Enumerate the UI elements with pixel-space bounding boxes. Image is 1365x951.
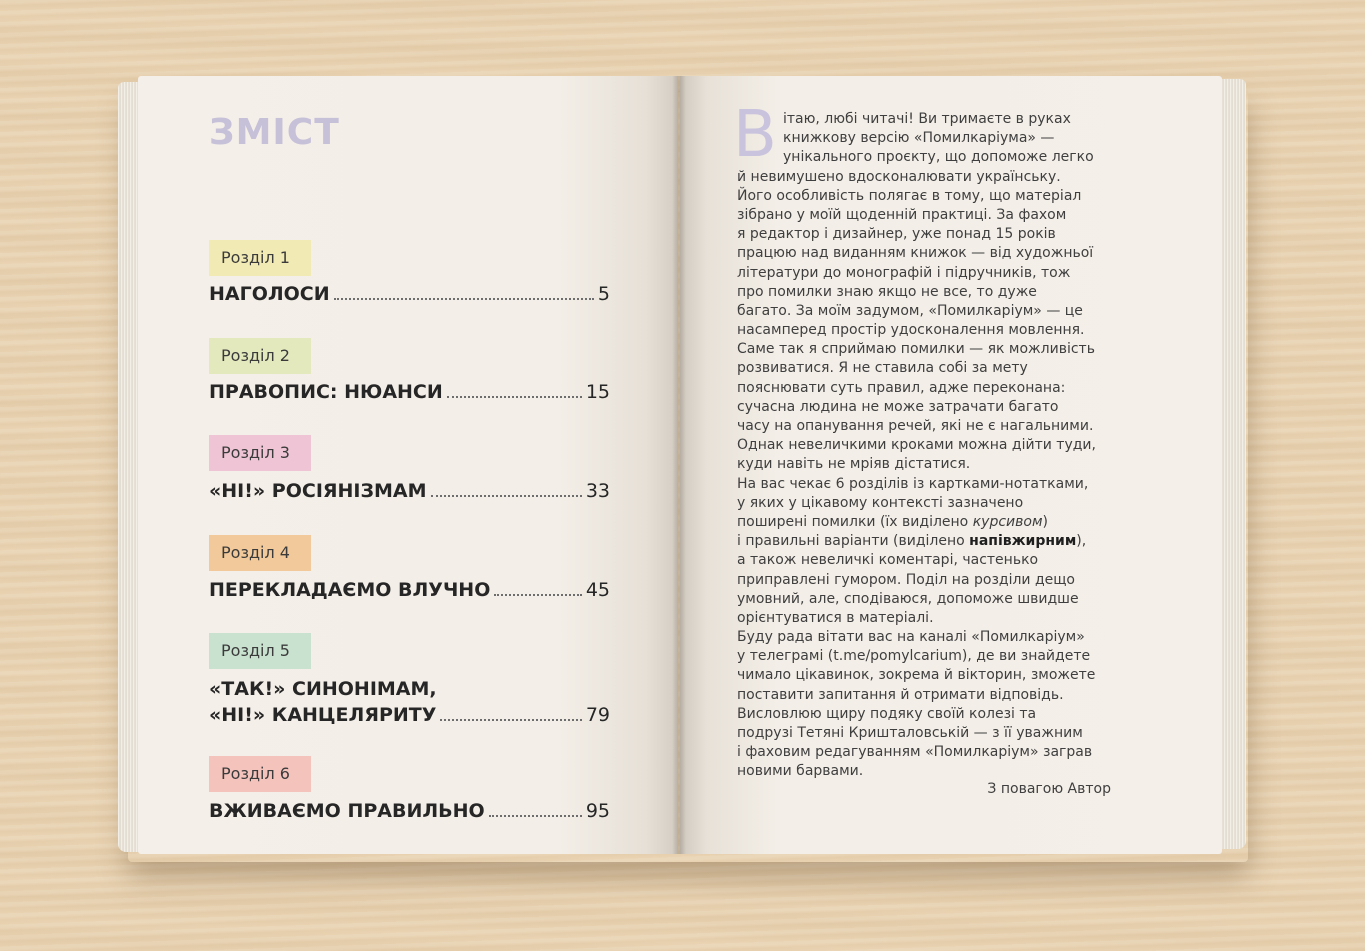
intro-line: чимало цікавинок, зокрема й вікторин, зможете: [737, 667, 1096, 684]
intro-line: ітаю, любі читачі! Ви тримаєте в руках: [783, 111, 1071, 127]
dot-leader: [431, 494, 582, 497]
signature: З повагою Автор: [987, 781, 1111, 797]
toc-entry-title: ПЕРЕКЛАДАЄМО ВЛУЧНО: [209, 579, 491, 601]
intro-line: новими барвами.: [737, 763, 864, 780]
intro-line: насамперед простір удосконалення мовлення.: [737, 322, 1085, 339]
toc-entry-3: [209, 480, 610, 502]
toc-entry-6: [209, 800, 610, 822]
intro-line: і фаховим редагуванням «Помилкаріум» заграв: [737, 744, 1093, 761]
intro-line: часу на опанування речей, які не є нагальними.: [737, 418, 1094, 434]
intro-line: сучасна людина не може затрачати багато: [737, 398, 1059, 415]
intro-line: й невимушено вдосконалювати українську.: [737, 168, 1061, 185]
intro-line: я редактор і дизайнер, уже понад 15 років: [737, 226, 1056, 243]
intro-line: розвиватися. Я не ставила собі за мету: [737, 360, 1028, 377]
book-gutter: [672, 76, 686, 854]
intro-line: про помилки знаю якщо не все, то дуже: [737, 283, 1037, 300]
intro-line: приправлені гумором. Поділ на розділи дещо: [737, 571, 1075, 588]
toc-entry-page: 5: [597, 283, 610, 305]
toc-entry-1: [209, 283, 610, 305]
intro-line-bold: і правильні варіанти (виділено напівжирним),: [737, 533, 1087, 550]
toc-entry-page: 33: [585, 480, 610, 502]
section-6-label: Розділ 6: [209, 756, 311, 792]
intro-line: у телеграмі (t.me/pomylcarium), де ви знайдете: [737, 648, 1091, 665]
dot-leader: [489, 814, 582, 817]
intro-line-italic: поширені помилки (їх виділено курсивом): [737, 513, 1048, 530]
toc-title: ЗМІСТ: [209, 112, 340, 153]
dot-leader: [440, 718, 581, 721]
section-3-label: Розділ 3: [209, 435, 311, 471]
intro-line: у яких у цікавому контексті зазначено: [737, 494, 1024, 511]
section-5-label: Розділ 5: [209, 633, 311, 669]
intro-line: пояснювати суть правил, адже переконана:: [737, 379, 1066, 396]
intro-line: куди навіть не мріяв дістатися.: [737, 456, 971, 473]
toc-entry-title-line1: «ТАК!» СИНОНІМАМ,: [209, 678, 437, 700]
intro-line: книжкову версію «Помилкаріума» —: [783, 130, 1055, 147]
intro-line: орієнтуватися в матеріалі.: [737, 609, 934, 626]
section-1-label: Розділ 1: [209, 240, 311, 276]
toc-entry-title: ВЖИВАЄМО ПРАВИЛЬНО: [209, 800, 485, 822]
toc-entry-title-line2: «НІ!» КАНЦЕЛЯРИТУ: [209, 704, 437, 726]
intro-line: працюю над виданням книжок — від художньої: [737, 245, 1094, 262]
toc-entry-title: ПРАВОПИС: НЮАНСИ: [209, 381, 443, 403]
toc-entry-page: 45: [585, 579, 610, 601]
intro-line: унікального проєкту, що допоможе легко: [783, 149, 1094, 166]
toc-entry-title: НАГОЛОСИ: [209, 283, 330, 305]
dot-leader: [494, 593, 581, 596]
toc-entry-4: [209, 579, 610, 601]
intro-line: літератури до монографій і підручників, тож: [737, 264, 1071, 281]
section-4-label: Розділ 4: [209, 535, 311, 571]
intro-line: багато. За моїм задумом, «Помилкаріум» — це: [737, 302, 1083, 319]
intro-line: а також невеличкі коментарі, частенько: [737, 552, 1039, 569]
drop-cap: В: [733, 98, 777, 172]
intro-line: зібрано у моїй щоденній практиці. За фахом: [737, 206, 1067, 223]
toc-entry-row: [209, 704, 610, 726]
toc-entry-page: 95: [585, 800, 610, 822]
dot-leader: [447, 395, 582, 398]
toc-entry-page: 79: [585, 704, 610, 726]
intro-line: Саме так я сприймаю помилки — як можливість: [737, 341, 1095, 358]
dot-leader: [334, 297, 594, 300]
intro-line: поставити запитання й отримати відповідь.: [737, 686, 1064, 703]
intro-line: Висловлюю щиру подяку своїй колезі та: [737, 705, 1037, 722]
toc-entry-2: [209, 381, 610, 403]
toc-entry-5: [209, 678, 610, 726]
intro-line: Буду рада вітати вас на каналі «Помилкаріум»: [737, 629, 1085, 646]
intro-line: подрузі Тетяні Кришталовській — з її уважним: [737, 725, 1083, 741]
section-2-label: Розділ 2: [209, 338, 311, 374]
intro-text: [737, 110, 1113, 782]
intro-line: Його особливість полягає в тому, що матеріал: [737, 187, 1082, 204]
intro-line: Однак невеличкими кроками можна дійти туди,: [737, 437, 1096, 454]
intro-line: умовний, але, сподіваюся, допоможе швидше: [737, 590, 1079, 607]
intro-line: На вас чекає 6 розділів із картками-нотатками,: [737, 475, 1089, 492]
toc-entry-title: «НІ!» РОСІЯНІЗМАМ: [209, 480, 427, 502]
toc-entry-page: 15: [585, 381, 610, 403]
